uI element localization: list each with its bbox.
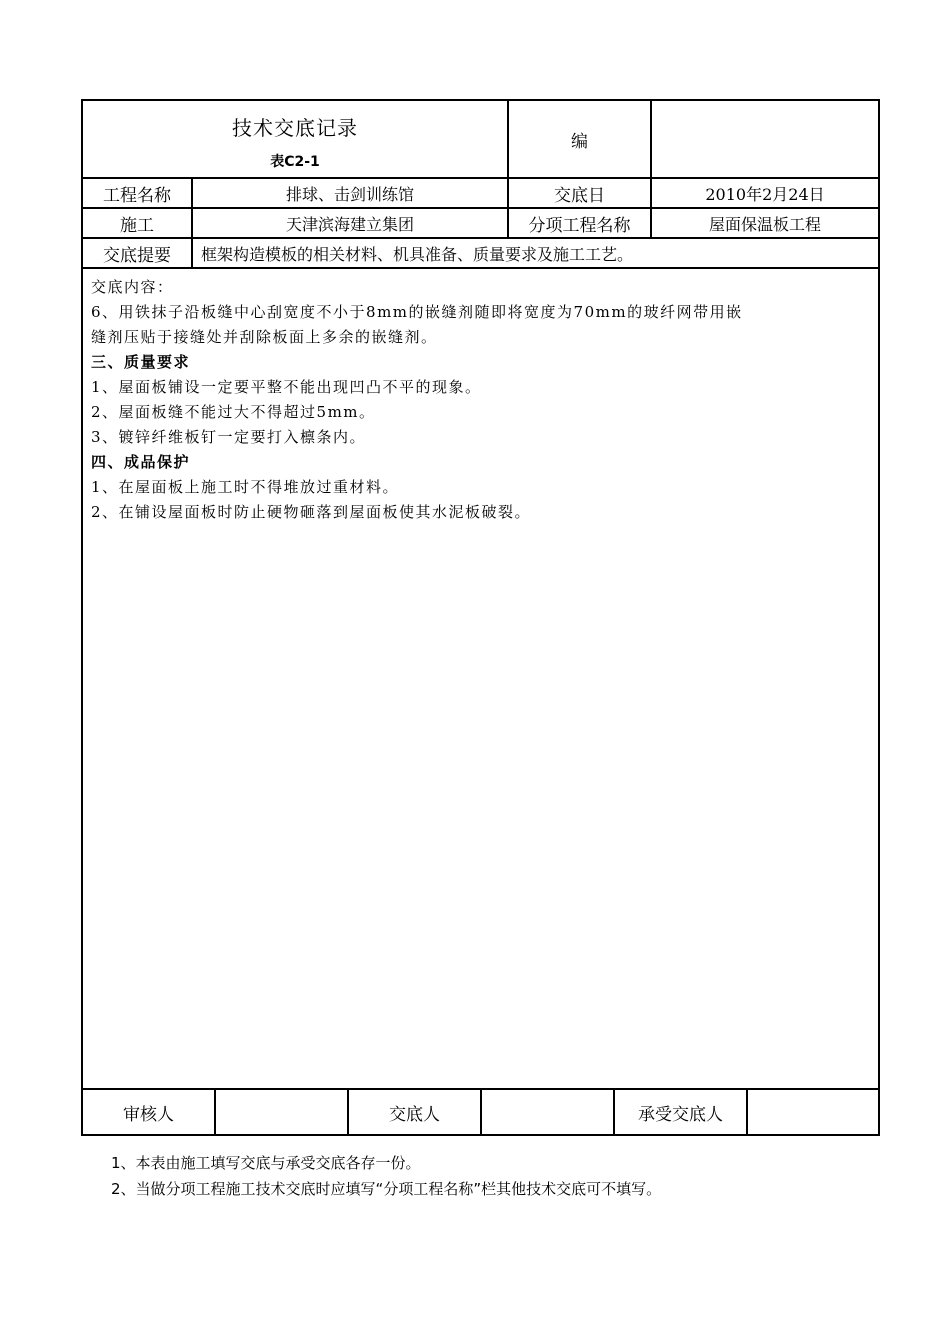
sub-project-label: 分项工程名称	[508, 208, 651, 238]
signature-table	[81, 1090, 880, 1136]
date-label: 交底日	[508, 178, 651, 208]
reviewer-field[interactable]	[215, 1090, 348, 1135]
record-table	[81, 99, 880, 1090]
content-heading: 交底内容：	[91, 278, 174, 296]
bian-label: 编	[508, 100, 651, 178]
record-sheet	[81, 99, 878, 1136]
content-line: 1、屋面板铺设一定要平整不能出现凹凸不平的现象。	[91, 378, 482, 396]
construction-unit-value[interactable]: 天津滨海建立集团	[192, 208, 508, 238]
content-line: 2、屋面板缝不能过大不得超过5mm。	[91, 403, 376, 421]
reviewer-label: 审核人	[82, 1090, 215, 1135]
presenter-label: 交底人	[348, 1090, 481, 1135]
summary-label: 交底提要	[82, 238, 192, 268]
project-name-value[interactable]: 排球、击剑训练馆	[192, 178, 508, 208]
page-title: 技术交底记录	[232, 115, 358, 140]
presenter-field[interactable]	[481, 1090, 614, 1135]
title-cell	[82, 100, 508, 178]
project-name-label: 工程名称	[82, 178, 192, 208]
sub-project-value[interactable]: 屋面保温板工程	[651, 208, 879, 238]
section-heading: 四、成品保护	[91, 453, 191, 471]
form-number: 表C2-1	[270, 153, 320, 170]
receiver-label: 承受交底人	[614, 1090, 747, 1135]
content-line: 2、在铺设屋面板时防止硬物砸落到屋面板使其水泥板破裂。	[91, 503, 532, 521]
summary-value[interactable]: 框架构造模板的相关材料、机具准备、质量要求及施工工艺。	[192, 238, 879, 268]
content-line: 3、镀锌纤维板钉一定要打入檩条内。	[91, 428, 367, 446]
bian-value[interactable]	[651, 100, 879, 178]
construction-label: 施工	[82, 208, 192, 238]
content-line: 6、用铁抹子沿板缝中心刮宽度不小于8mm的嵌缝剂随即将宽度为70mm的玻纤网带用嵌	[91, 303, 743, 321]
notes	[111, 1150, 661, 1202]
section-heading: 三、质量要求	[91, 353, 191, 371]
note-item: 2、当做分项工程施工技术交底时应填写“分项工程名称”栏其他技术交底可不填写。	[111, 1180, 662, 1198]
note-item: 1、本表由施工填写交底与承受交底各存一份。	[111, 1154, 421, 1172]
content-cell[interactable]	[82, 268, 879, 1089]
content-line: 缝剂压贴于接缝处并刮除板面上多余的嵌缝剂。	[91, 328, 438, 346]
content-line: 1、在屋面板上施工时不得堆放过重材料。	[91, 478, 400, 496]
date-value[interactable]: 2010年2月24日	[651, 178, 879, 208]
receiver-field[interactable]	[747, 1090, 879, 1135]
